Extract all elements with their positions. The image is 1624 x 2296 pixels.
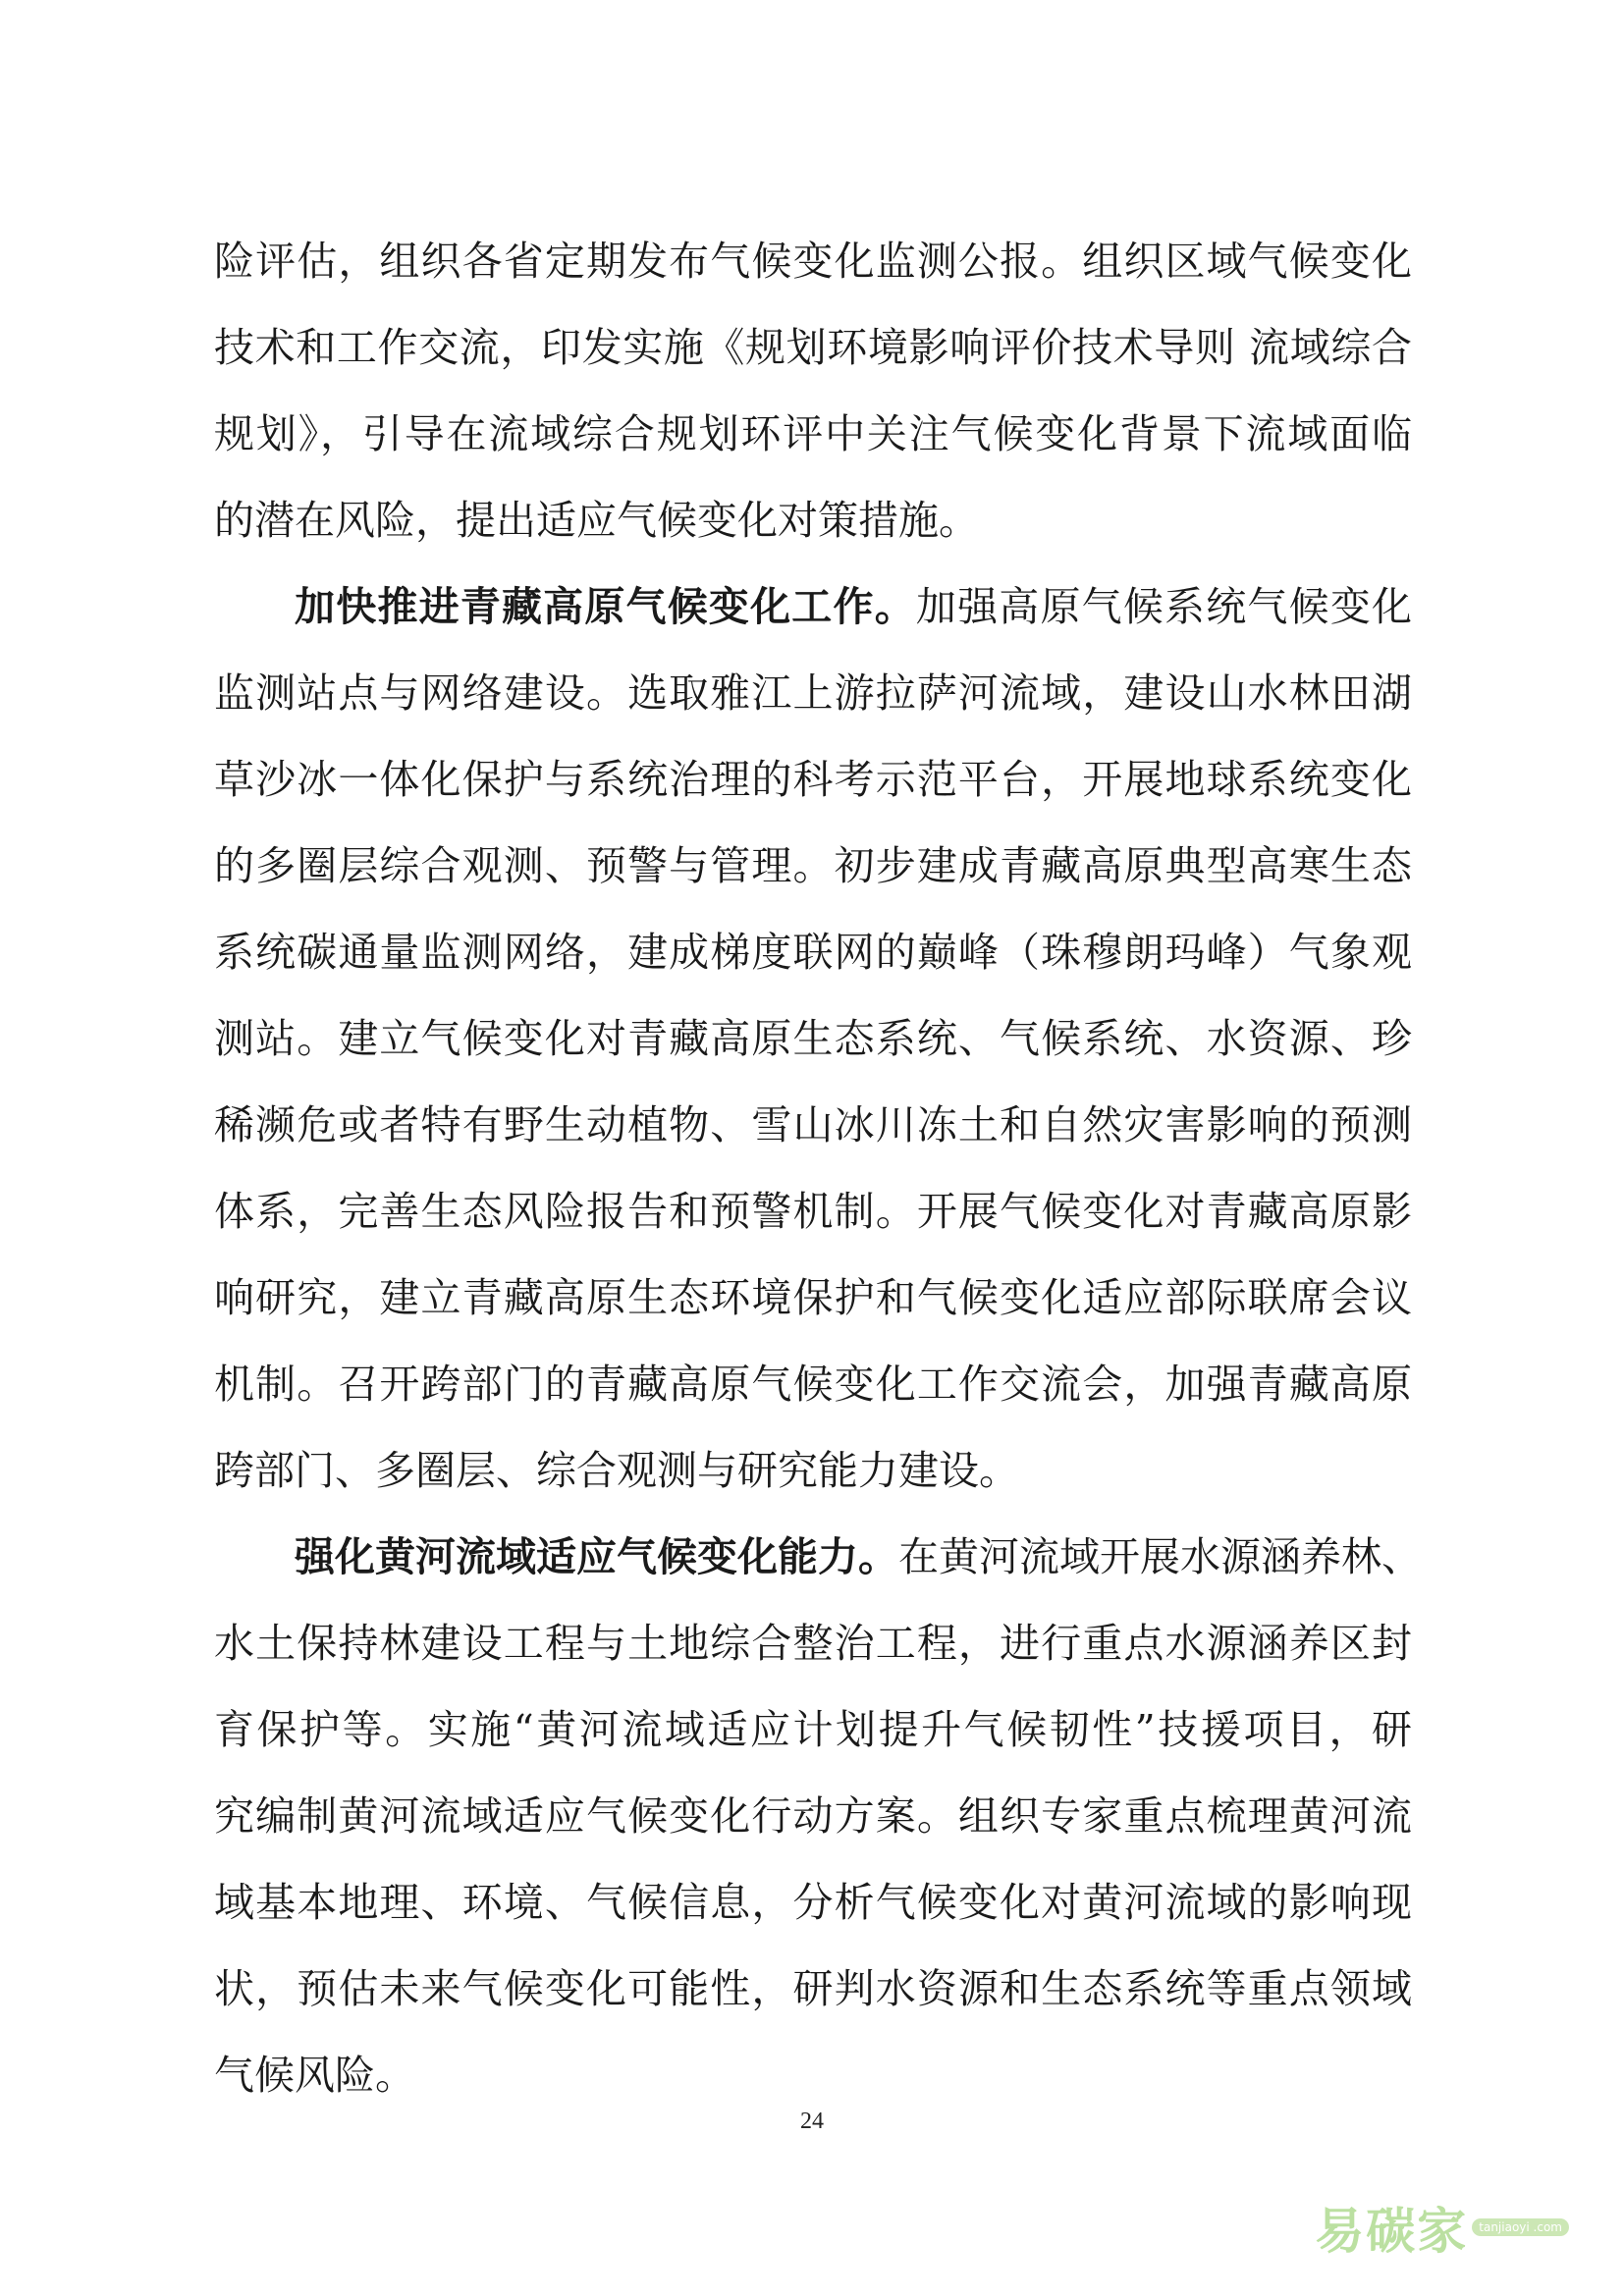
text-line: 测站。建立气候变化对青藏高原生态系统、气候系统、水资源、珍 [214,1015,1412,1062]
paragraph-3 [214,1514,1422,2118]
text-line: 状，预估未来气候变化可能性，研判水资源和生态系统等重点领域 [214,1965,1412,2012]
text-line: 草沙冰一体化保护与系统治理的科考示范平台，开展地球系统变化 [214,756,1412,803]
text-line: 究编制黄河流域适应气候变化行动方案。组织专家重点梳理黄河流 [214,1792,1412,1840]
paragraph-heading: 强化黄河流域适应气候变化能力。 [295,1533,898,1580]
text-line: 规划》，引导在流域综合规划环评中关注气候变化背景下流域面临 [214,410,1412,457]
watermark-text: 易碳家 [1315,2203,1469,2260]
text-line: 域基本地理、环境、气候信息，分析气候变化对黄河流域的影响现 [214,1879,1412,1926]
text-line: 育保护等。实施“黄河流域适应计划提升气候韧性”技援项目，研 [214,1706,1412,1753]
paragraph-2 [214,563,1412,1514]
text-line: 跨部门、多圈层、综合观测与研究能力建设。 [214,1447,1019,1494]
text-line: 技术和工作交流，印发实施《规划环境影响评价技术导则 流域综合 [214,324,1412,371]
paragraph-1 [214,218,1412,563]
text-line: 机制。召开跨部门的青藏高原气候变化工作交流会，加强青藏高原 [214,1361,1412,1408]
watermark-subtext: tanjiaoyi .com [1472,2218,1569,2236]
text-line: 稀濒危或者特有野生动植物、雪山冰川冻土和自然灾害影响的预测 [214,1101,1412,1148]
text-line: 水土保持林建设工程与土地综合整治工程，进行重点水源涵养区封 [214,1620,1412,1667]
text-line: 险评估，组织各省定期发布气候变化监测公报。组织区域气候变化 [214,238,1412,285]
text-line: 气候风险。 [214,2052,415,2099]
watermark-logo [1315,2192,1569,2263]
text-line: 的多圈层综合观测、预警与管理。初步建成青藏高原典型高寒生态 [214,842,1412,889]
paragraph-first-line [214,1514,1422,1600]
text-run: 在黄河流域开展水源涵养林、 [898,1533,1422,1580]
page-number: 24 [800,2109,824,2134]
text-line: 的潜在风险，提出适应气候变化对策措施。 [214,497,979,544]
text-line: 监测站点与网络建设。选取雅江上游拉萨河流域，建设山水林田湖 [214,669,1412,717]
paragraph-heading: 加快推进青藏高原气候变化工作。 [295,583,916,630]
text-line: 体系，完善生态风险报告和预警机制。开展气候变化对青藏高原影 [214,1188,1412,1235]
body-text [214,218,1422,2118]
paragraph-first-line [214,563,1412,650]
text-run: 加强高原气候系统气候变化 [915,583,1413,630]
text-line: 响研究，建立青藏高原生态环境保护和气候变化适应部际联席会议 [214,1274,1412,1321]
text-line: 系统碳通量监测网络，建成梯度联网的巅峰（珠穆朗玛峰）气象观 [214,929,1412,976]
